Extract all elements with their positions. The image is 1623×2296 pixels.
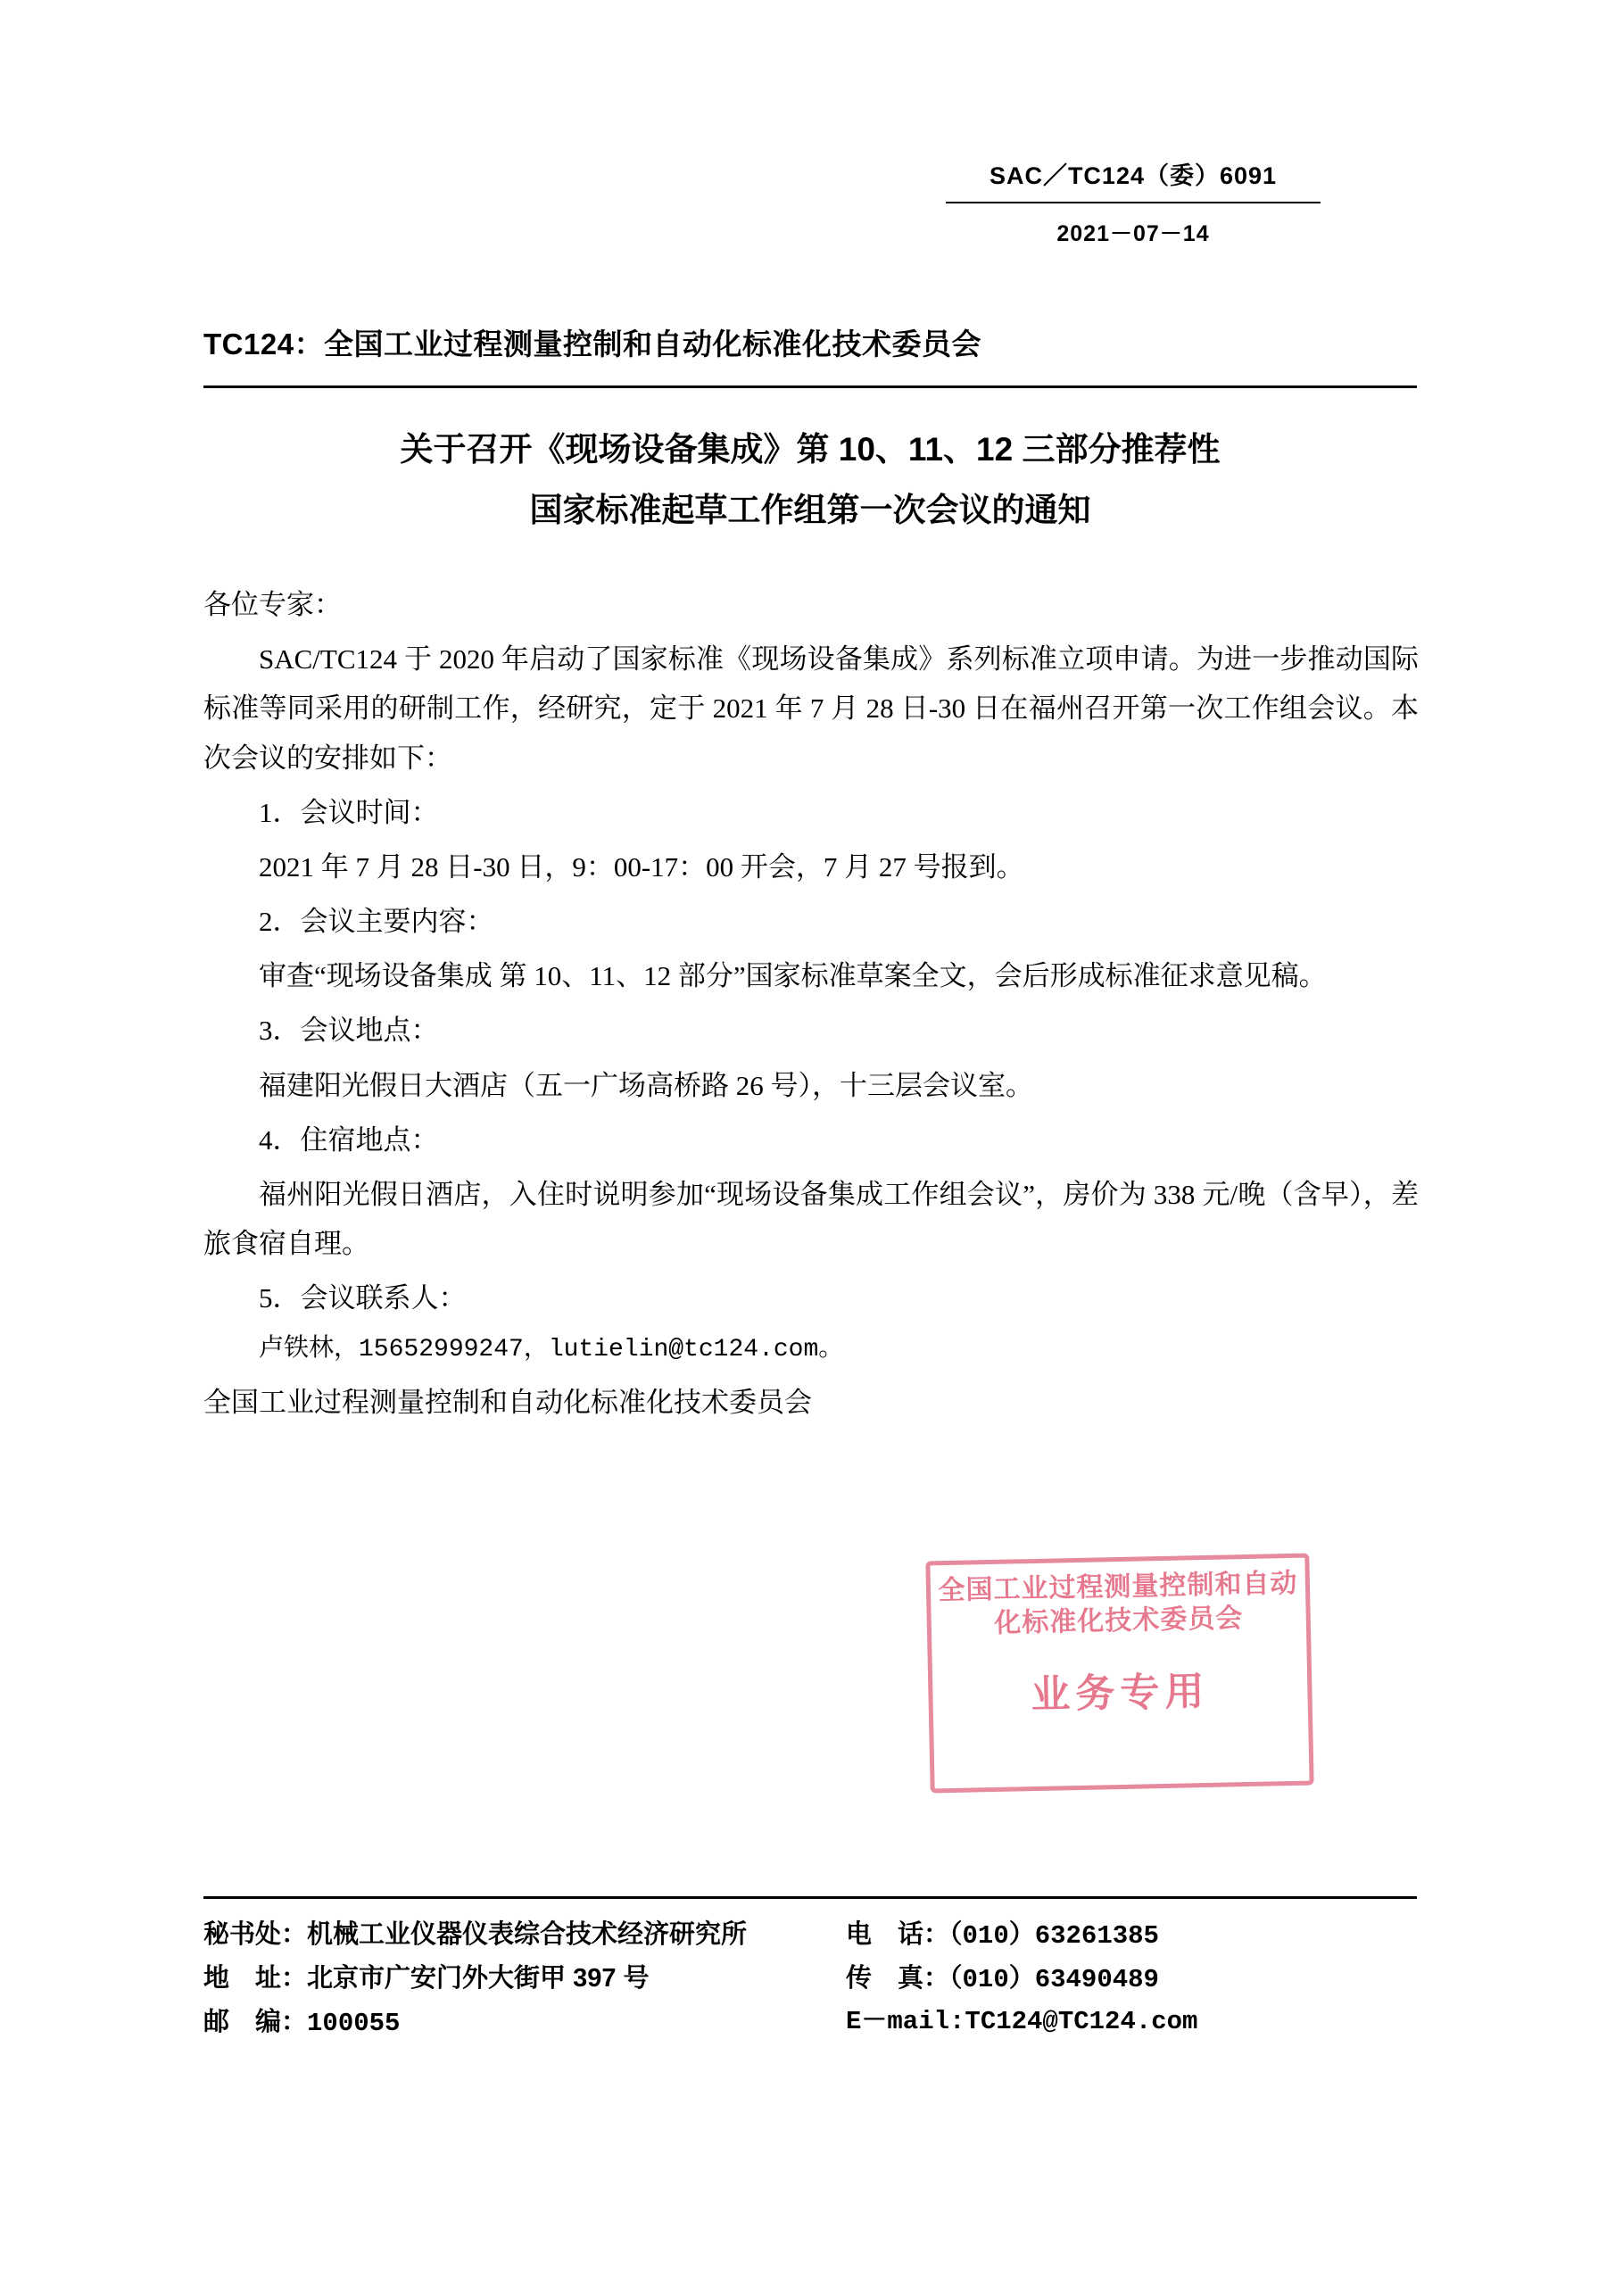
signature-line: 全国工业过程测量控制和自动化标准化技术委员会 xyxy=(203,1387,812,1419)
page-title xyxy=(203,419,1417,542)
seal-inner xyxy=(930,1558,1309,1789)
official-seal xyxy=(925,1554,1313,1794)
fax-value: （010）63490489 xyxy=(949,1964,1159,1994)
address-field xyxy=(203,1958,846,2002)
postcode-field xyxy=(203,2002,846,2045)
footer-row-3 xyxy=(203,2002,1424,2045)
secretariat-value: 机械工业仪器仪表综合技术经济研究所 xyxy=(307,1920,748,1949)
item-4-text: 福州阳光假日酒店，入住时说明参加“现场设备集成工作组会议”，房价为 338 元/晚（含早），差旅食宿自理。 xyxy=(203,1178,1419,1260)
document-number-block xyxy=(946,156,1321,248)
document-number: SAC／TC124（委）6091 xyxy=(989,162,1278,189)
tel-label: 电 话： xyxy=(846,1920,950,1949)
document-number-rule xyxy=(946,202,1321,203)
seal-top-text: 全国工业过程测量控制和自动化标准化技术委员会 xyxy=(938,1568,1298,1638)
postcode-label: 邮 编： xyxy=(203,2007,308,2036)
title-line-1: 关于召开《现场设备集成》第 10、11、12 三部分推荐性 xyxy=(400,431,1221,468)
document-footer xyxy=(203,1914,1424,2045)
header-divider xyxy=(203,385,1417,388)
footer-row-1 xyxy=(203,1914,1424,1958)
tel-field xyxy=(846,1914,1399,1958)
email-field xyxy=(846,2002,1399,2045)
secretariat-label: 秘书处： xyxy=(203,1920,308,1949)
fax-label: 传 真： xyxy=(846,1963,950,1993)
email-label: E－mail: xyxy=(846,2006,965,2036)
item-4-label: 4．住宿地点： xyxy=(259,1123,439,1156)
tel-value: （010）63261385 xyxy=(949,1921,1159,1951)
email-value: TC124@TC124.com xyxy=(965,2006,1198,2036)
intro-paragraph: SAC/TC124 于 2020 年启动了国家标准《现场设备集成》系列标准立项申请。为进一步推动国际标准等同采用的研制工作，经研究，定于 2021 年 7 月 28 日-30 日在福州召开第一次工作组会议。本次会议的安排如下： xyxy=(203,643,1419,774)
item-1-text: 2021 年 7 月 28 日-30 日，9：00-17：00 开会，7 月 27 号报到。 xyxy=(259,850,1024,883)
secretariat-field xyxy=(203,1914,846,1958)
footer-divider xyxy=(203,1896,1417,1899)
address-value: 北京市广安门外大街甲 397 号 xyxy=(307,1963,650,1993)
item-3-text: 福建阳光假日大酒店（五一广场高桥路 26 号），十三层会议室。 xyxy=(259,1069,1033,1101)
document-body xyxy=(203,580,1419,1432)
postcode-value: 100055 xyxy=(307,2008,401,2038)
committee-line: TC124：全国工业过程测量控制和自动化标准化技术委员会 xyxy=(203,327,982,361)
seal-bottom-text: 业务专用 xyxy=(1030,1669,1210,1718)
item-5-text: 卢铁林，15652999247，lutielin@tc124.com。 xyxy=(259,1336,844,1364)
fax-field xyxy=(846,1958,1399,2002)
address-label: 地 址： xyxy=(203,1963,308,1993)
salutation: 各位专家： xyxy=(203,589,342,620)
item-2-label: 2．会议主要内容： xyxy=(259,906,494,938)
title-line-2: 国家标准起草工作组第一次会议的通知 xyxy=(529,492,1091,529)
item-2-text: 审查“现场设备集成 第 10、11、12 部分”国家标准草案全文，会后形成标准征求意见稿。 xyxy=(259,960,1327,992)
document-date: 2021－07－14 xyxy=(1056,221,1210,246)
item-5-label: 5．会议联系人： xyxy=(259,1282,467,1314)
item-1-label: 1．会议时间： xyxy=(259,796,439,828)
item-3-label: 3．会议地点： xyxy=(259,1015,439,1047)
footer-row-2 xyxy=(203,1958,1424,2002)
